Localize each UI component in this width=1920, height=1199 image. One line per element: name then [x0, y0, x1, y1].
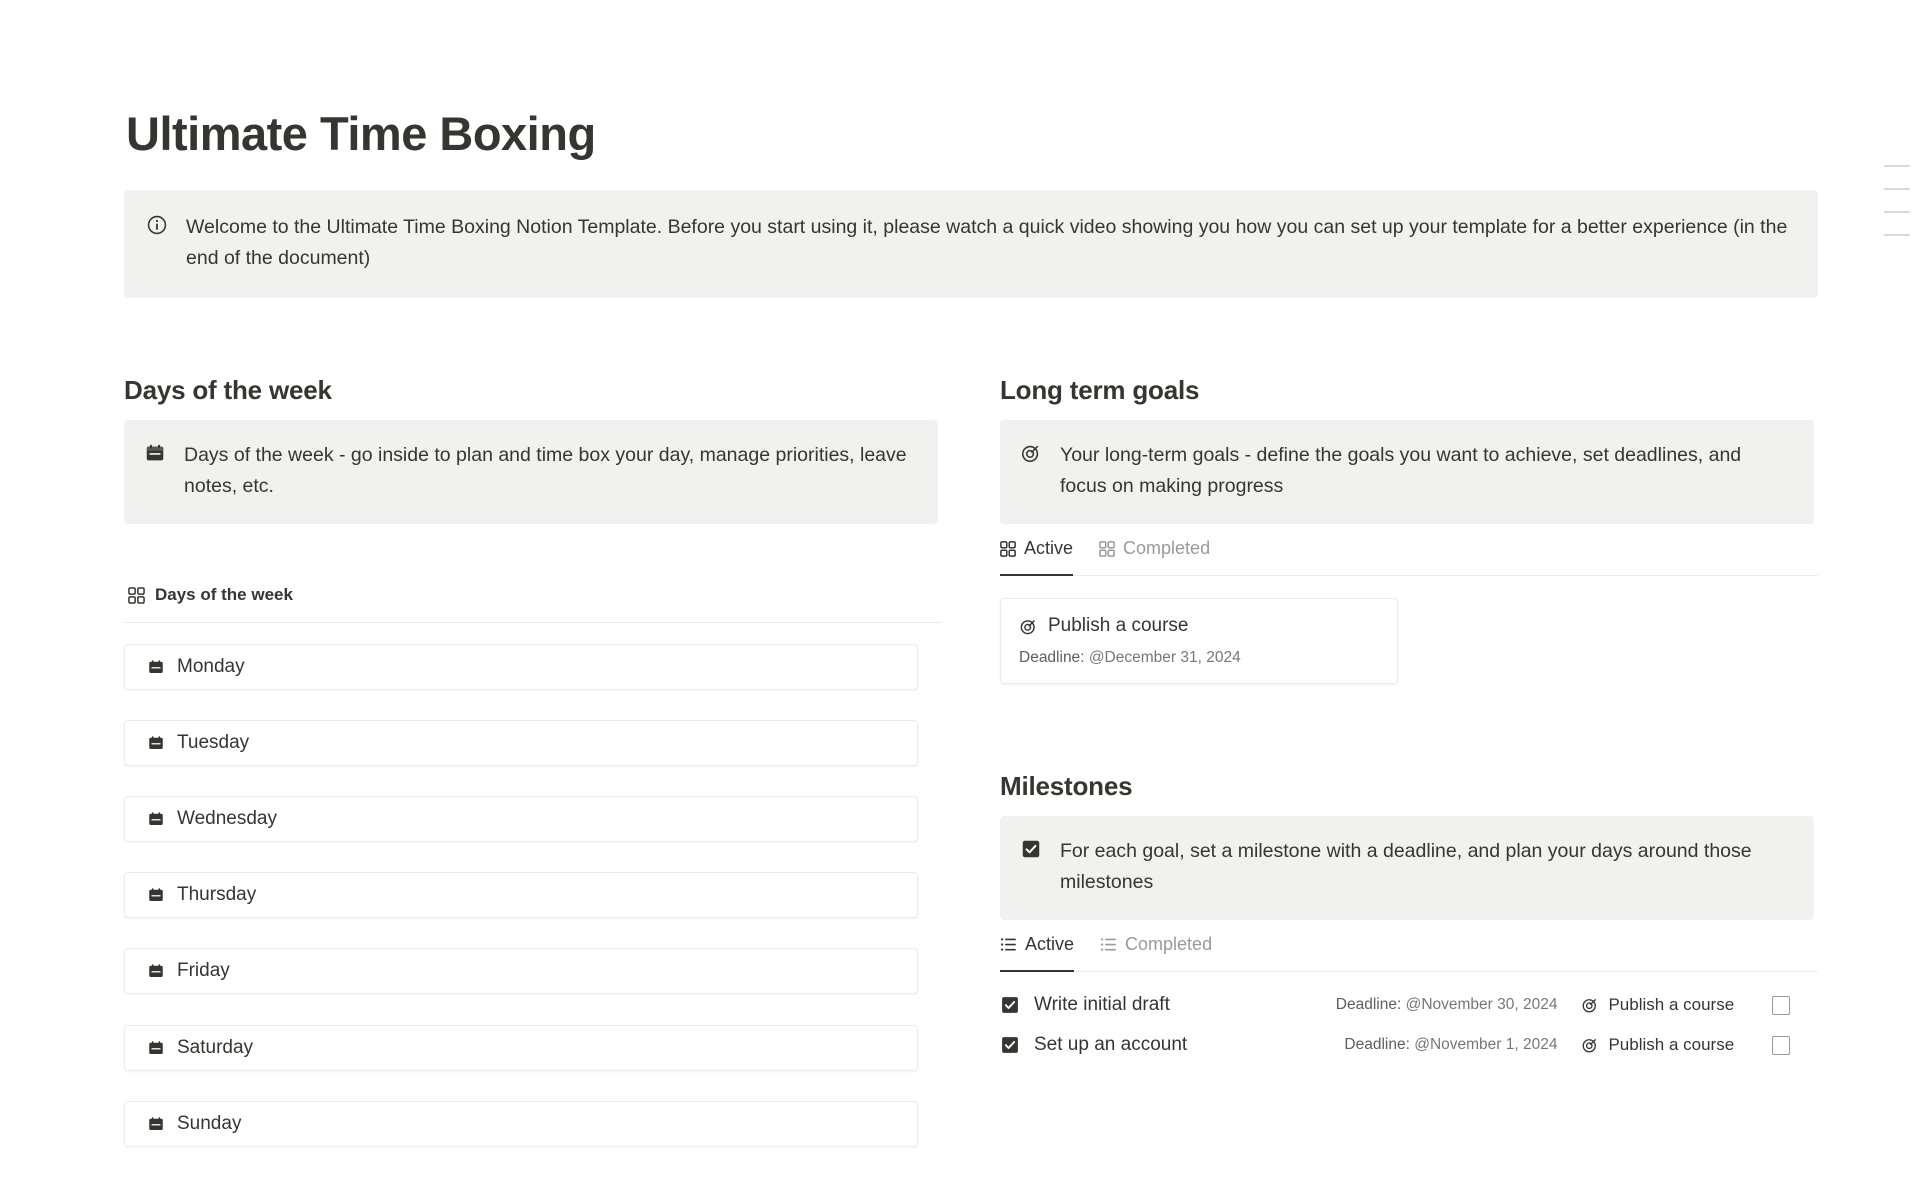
milestone-relation[interactable]	[1567, 995, 1771, 1015]
outline-mark[interactable]	[1884, 234, 1910, 236]
day-card-label: Saturday	[177, 1037, 254, 1058]
day-card-label: Friday	[177, 960, 230, 981]
day-card-label: Thursday	[177, 884, 257, 905]
list-view-icon	[1000, 936, 1017, 953]
day-card-wednesday[interactable]	[124, 796, 918, 842]
outline-mark[interactable]	[1884, 211, 1910, 213]
milestones-callout-text: For each goal, set a milestone with a deadline, and plan your days around those milestones	[1060, 840, 1752, 893]
day-card-sunday[interactable]	[124, 1101, 918, 1147]
milestones-section-heading: Milestones	[1000, 771, 1133, 801]
milestone-relation-label: Publish a course	[1608, 1035, 1735, 1054]
milestone-name: Write initial draft	[1034, 994, 1170, 1015]
day-card-tuesday[interactable]	[124, 720, 918, 766]
tab-milestones-active[interactable]	[1000, 934, 1074, 962]
calendar-icon	[147, 1115, 165, 1133]
milestone-deadline	[1320, 1036, 1568, 1054]
goal-card-deadline-value: @December 31, 2024	[1088, 649, 1241, 666]
goal-card-title-label: Publish a course	[1048, 615, 1189, 636]
tab-label: Active	[1025, 934, 1075, 954]
tab-goals-active[interactable]	[1000, 538, 1073, 566]
tab-label: Active	[1024, 538, 1074, 558]
milestone-relation[interactable]	[1567, 1035, 1771, 1055]
milestones-callout	[1000, 816, 1814, 920]
calendar-icon	[147, 658, 165, 676]
milestones-view-tabs[interactable]	[1000, 934, 1818, 972]
gallery-view-icon	[128, 587, 145, 604]
welcome-callout-text: Welcome to the Ultimate Time Boxing Notion Template. Before you start using it, please watch a quick video showing you how you can set up your template for a better experience (in the end of the document)	[186, 216, 1788, 269]
outline-mark[interactable]	[1884, 188, 1910, 190]
day-card-thursday[interactable]	[124, 872, 918, 918]
day-card-saturday[interactable]	[124, 1025, 918, 1071]
milestone-empty-checkbox[interactable]	[1772, 996, 1790, 1015]
calendar-icon	[147, 734, 165, 752]
days-callout	[124, 420, 938, 524]
milestone-deadline-value: @November 30, 2024	[1405, 996, 1558, 1013]
calendar-icon	[147, 810, 165, 828]
goals-section-heading: Long term goals	[1000, 375, 1200, 405]
day-card-label: Sunday	[177, 1113, 242, 1134]
goal-card[interactable]	[1000, 598, 1398, 684]
page-title: Ultimate Time Boxing	[126, 107, 596, 160]
goal-card-deadline	[1019, 649, 1379, 667]
goals-callout	[1000, 420, 1814, 524]
outline-mark[interactable]	[1884, 165, 1910, 167]
days-callout-text: Days of the week - go inside to plan and time box your day, manage priorities, leave notes, etc.	[184, 444, 907, 497]
day-card-label: Tuesday	[177, 732, 250, 753]
target-icon	[1019, 617, 1038, 636]
gallery-view-icon	[1099, 541, 1115, 557]
goals-callout-text: Your long-term goals - define the goals you want to achieve, set deadlines, and focus on making progress	[1060, 444, 1742, 497]
target-icon	[1581, 1036, 1599, 1054]
gallery-view-icon	[1000, 541, 1016, 557]
target-icon	[1581, 996, 1599, 1014]
day-card-label: Monday	[177, 656, 245, 677]
checkbox-checked-icon	[1018, 838, 1044, 860]
milestone-deadline-label: Deadline:	[1335, 996, 1402, 1013]
day-card-friday[interactable]	[124, 948, 918, 994]
days-section-heading: Days of the week	[124, 375, 332, 405]
milestone-deadline	[1320, 996, 1568, 1014]
milestone-relation-label: Publish a course	[1608, 995, 1735, 1014]
days-database-title[interactable]	[128, 585, 293, 605]
milestone-deadline-label: Deadline:	[1344, 1036, 1410, 1053]
list-view-icon	[1100, 936, 1117, 953]
tab-goals-completed[interactable]	[1099, 538, 1210, 566]
tab-label: Completed	[1123, 538, 1211, 558]
calendar-icon	[147, 886, 165, 904]
days-database-title-label: Days of the week	[155, 585, 293, 604]
tab-label: Completed	[1125, 934, 1213, 954]
days-database-divider	[124, 622, 942, 623]
checkbox-checked-icon[interactable]	[1000, 1035, 1020, 1055]
goal-card-deadline-label: Deadline:	[1019, 649, 1085, 666]
checkbox-checked-icon[interactable]	[1000, 995, 1020, 1015]
calendar-icon	[142, 442, 168, 464]
day-card-label: Wednesday	[177, 808, 277, 829]
tab-milestones-completed[interactable]	[1100, 934, 1212, 962]
page-outline-marks[interactable]	[1884, 165, 1910, 257]
goal-card-title	[1019, 615, 1379, 637]
milestone-empty-checkbox[interactable]	[1772, 1036, 1790, 1055]
info-icon	[144, 214, 170, 236]
calendar-icon	[147, 1039, 165, 1057]
target-icon	[1018, 442, 1044, 464]
milestone-name: Set up an account	[1034, 1034, 1188, 1055]
milestone-row[interactable]	[1000, 1025, 1818, 1065]
welcome-callout	[124, 190, 1818, 298]
goals-view-tabs[interactable]	[1000, 538, 1818, 576]
milestone-deadline-value: @November 1, 2024	[1414, 1036, 1558, 1053]
calendar-icon	[147, 962, 165, 980]
milestone-row[interactable]	[1000, 985, 1818, 1025]
day-card-monday[interactable]	[124, 644, 918, 690]
